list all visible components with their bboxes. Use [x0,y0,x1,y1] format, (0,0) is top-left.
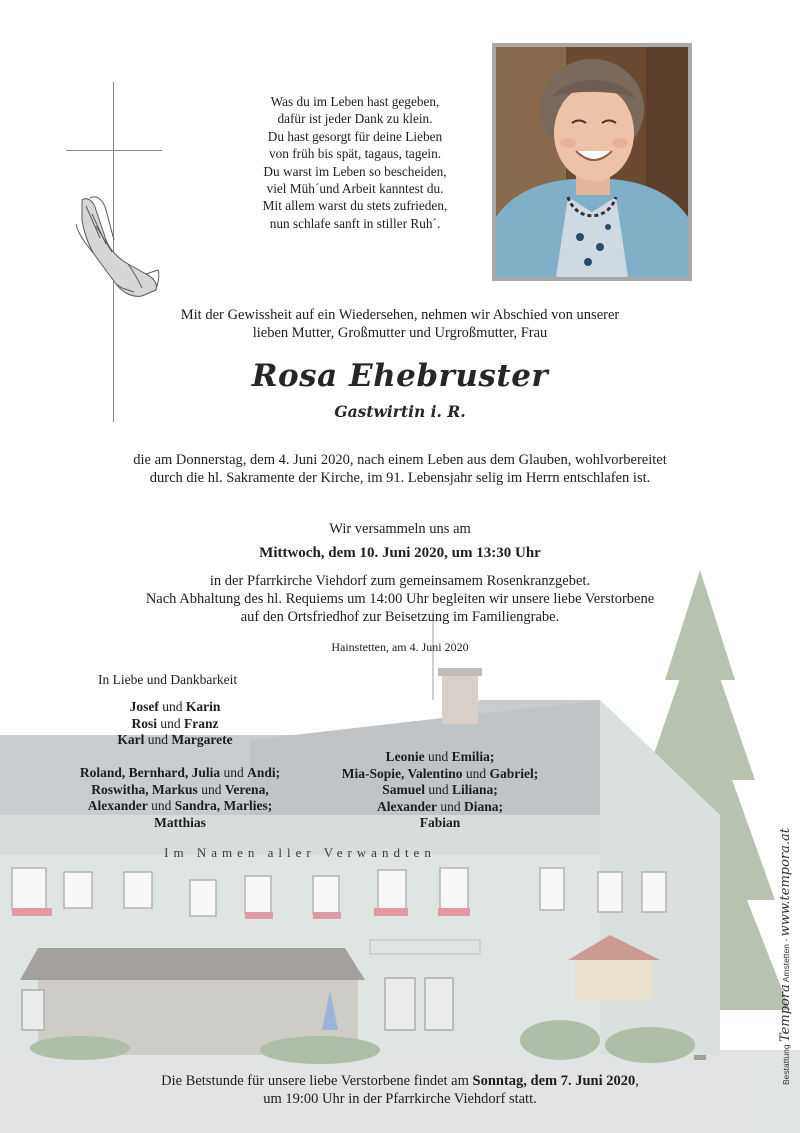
grandchildren-left [40,765,320,831]
undertaker-location: Amstetten - [781,938,791,983]
connector-word: und [151,798,172,814]
family-name: Andi; [247,765,281,780]
undertaker-url[interactable]: www.tempora.at [778,828,793,937]
undertaker-brand: Tempora [778,984,793,1042]
grandchildren-row [300,815,580,832]
children-row [70,732,280,749]
gather-text: Wir versammeln uns am [329,521,471,537]
death-notice [40,451,760,487]
intro-line-2: lieben Mutter, Großmutter und Urgroßmutter, Frau [252,325,548,341]
funeral-details [60,572,740,626]
poem-line: Du hast gesorgt für deine Lieben [267,128,443,144]
grandchildren-right [300,749,580,832]
poem [230,93,480,232]
relatives-line: Im Namen aller Verwandten [164,845,436,860]
family-name: Roland, Bernhard, Julia [79,765,221,780]
connector-word: und [162,699,183,714]
poem-line: Mit allem warst du stets zufrieden, [262,198,448,214]
grandchildren-row [300,749,580,766]
connector-word: und [223,765,244,780]
grandchildren-row [40,798,320,815]
family-name: Alexander [376,798,437,814]
betstunde-suffix: , [635,1073,639,1089]
deceased-title: Gastwirtin i. R. [334,402,466,421]
family-name: Karl [117,732,145,748]
grandchildren-row [300,766,580,783]
poem-line: dafür ist jeder Dank zu klein. [277,111,433,127]
family-name: Gabriel; [489,765,539,781]
place-date: Hainstetten, am 4. Juni 2020 [331,640,469,654]
family-name: Leonie [385,749,425,764]
funeral-datetime: Mittwoch, dem 10. Juni 2020, um 13:30 Uhr [259,545,541,561]
betstunde-line-1 [40,1072,760,1090]
family-name: Emilia; [451,749,495,764]
children-list [70,699,280,749]
grandchildren-row [40,782,320,799]
family-name: Matthias [154,814,206,830]
closing-text: In Liebe und Dankbarkeit [98,672,238,687]
poem-line: Du warst im Leben so bescheiden, [263,163,447,179]
family-name: Sandra, Marlies; [174,798,273,814]
praying-hands-icon [72,192,162,302]
family-name: Fabian [419,815,461,831]
connector-word: und [147,732,169,748]
children-row [70,716,280,733]
connector-word: und [465,765,487,781]
betstunde-notice [40,1072,760,1108]
death-notice-line-2: durch die hl. Sakramente der Kirche, im 91. Lebensjahr selig im Herrn entschlafen ist. [149,470,651,486]
betstunde-prefix: Die Betstunde für unsere liebe Verstorbene findet am [161,1073,473,1089]
children-row [70,699,280,716]
family-name: Verena, [224,781,269,797]
grandchildren-row [40,765,320,782]
poem-line: Was du im Leben hast gegeben, [270,94,440,109]
undertaker-credit [778,828,793,1085]
family-name: Mia-Sopie, Valentino [341,765,463,781]
funeral-line-3: auf den Ortsfriedhof zur Beisetzung im Familiengrabe. [240,609,560,625]
betstunde-line-2: um 19:00 Uhr in der Pfarrkirche Viehdorf statt. [263,1091,537,1107]
grandchildren-row [40,815,320,832]
family-name: Margarete [171,732,233,748]
family-name: Liliana; [452,782,498,798]
grandchildren-row [300,782,580,799]
death-notice-line-1: die am Donnerstag, dem 4. Juni 2020, nach einem Leben aus dem Glauben, wohlvorbereitet [133,452,667,468]
family-name: Rosi [131,715,157,731]
intro-text [100,306,700,342]
connector-word: und [201,781,222,797]
betstunde-date: Sonntag, dem 7. Juni 2020 [472,1073,636,1089]
family-name: Josef [129,699,159,714]
portrait-photo [496,47,688,277]
funeral-line-1: in der Pfarrkirche Viehdorf zum gemeinsamem Rosenkranzgebet. [209,573,591,589]
grandchildren-row [300,799,580,816]
connector-word: und [428,782,449,798]
portrait-photo-frame [492,43,692,281]
connector-word: und [160,715,181,731]
family-name: Samuel [382,782,425,798]
connector-word: und [428,749,449,764]
family-name: Alexander [87,798,148,814]
funeral-line-2: Nach Abhaltung des hl. Requiems um 14:00 Uhr begleiten wir unsere liebe Verstorbene [145,591,655,607]
family-name: Diana; [463,798,503,814]
cross-horizontal-line [66,150,162,151]
undertaker-prefix: Bestattung [781,1044,791,1085]
poem-line: viel Müh´und Arbeit kanntest du. [266,181,444,197]
connector-word: und [440,798,461,814]
deceased-name: Rosa Ehebruster [251,358,549,394]
poem-line: nun schlafe sanft in stiller Ruh´. [269,215,441,231]
family-name: Roswitha, Markus [91,781,198,797]
poem-line: von früh bis spät, tagaus, tagein. [268,146,442,162]
family-name: Franz [184,715,219,731]
intro-line-1: Mit der Gewissheit auf ein Wiedersehen, nehmen wir Abschied von unserer [180,307,620,323]
family-name: Karin [185,699,221,714]
